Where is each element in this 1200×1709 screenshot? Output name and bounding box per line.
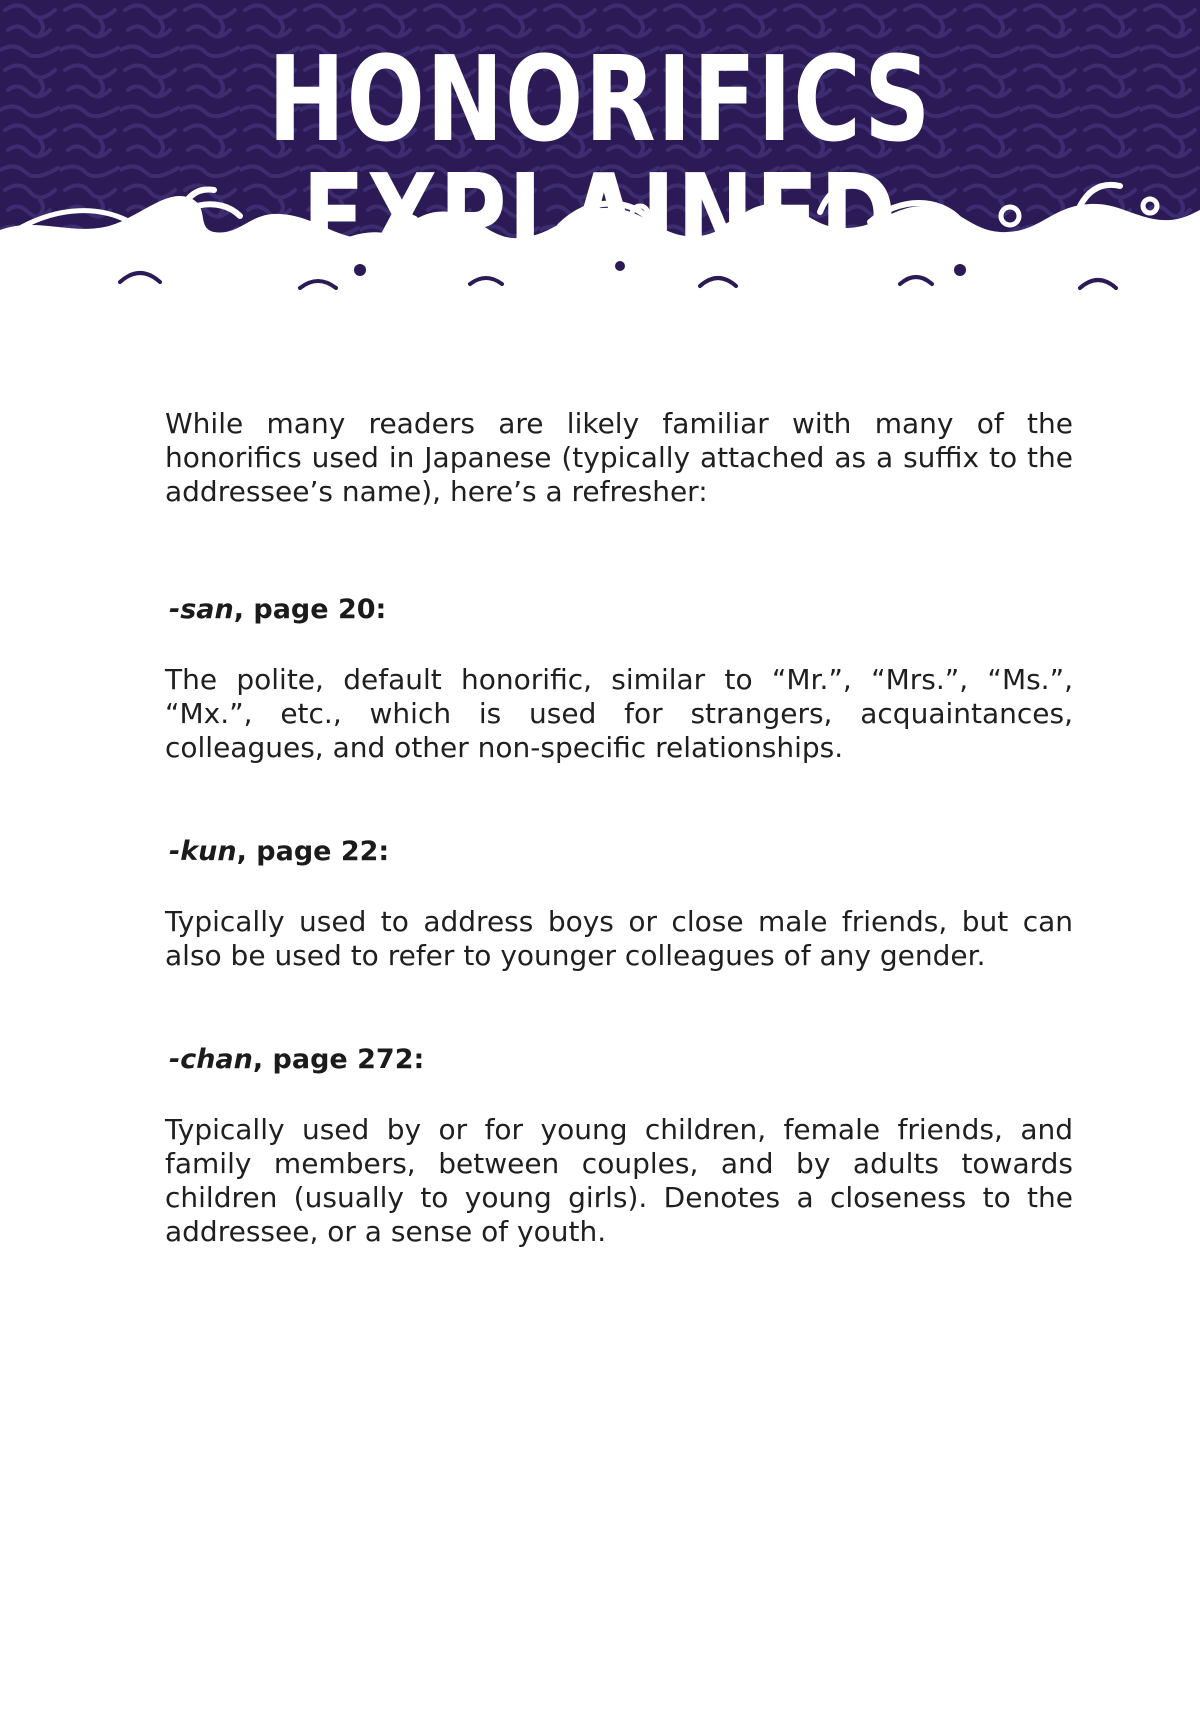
entry-chan xyxy=(165,1043,1073,1249)
entry-page-ref: , page 272: xyxy=(252,1044,425,1075)
entry-term: -san xyxy=(169,594,234,625)
entry-description: Typically used by or for young children, female friends, and family members, between couples, and by adults towards children (usually to young girls). Denotes a closeness to the addressee, or a sense of youth. xyxy=(165,1113,1073,1248)
entry-description: Typically used to address boys or close male friends, but can also be used to refer to younger colleagues of any gender. xyxy=(165,905,1073,972)
entry-page-ref: , page 20: xyxy=(233,594,387,625)
entry-san xyxy=(165,593,1073,765)
entry-kun xyxy=(165,835,1073,973)
intro-paragraph: While many readers are likely familiar with many of the honorifics used in Japanese (typically attached as a suffix to the addressee’s name), here’s a refresher: xyxy=(165,407,1073,508)
header-banner xyxy=(0,0,1200,300)
main-content xyxy=(165,407,1073,1249)
entry-heading xyxy=(169,835,1073,869)
page-title: HONORIFICS EXPLAINED xyxy=(268,30,932,286)
entry-heading xyxy=(169,593,1073,627)
entry-heading xyxy=(169,1043,1073,1077)
entry-description: The polite, default honorific, similar to “Mr.”, “Mrs.”, “Ms.”, “Mx.”, etc., which is used for strangers, acquaintances, colleagues, and other non-specific relationships. xyxy=(165,663,1073,764)
entry-page-ref: , page 22: xyxy=(236,836,390,867)
entry-term: -kun xyxy=(169,836,237,867)
entry-term: -chan xyxy=(169,1044,253,1075)
